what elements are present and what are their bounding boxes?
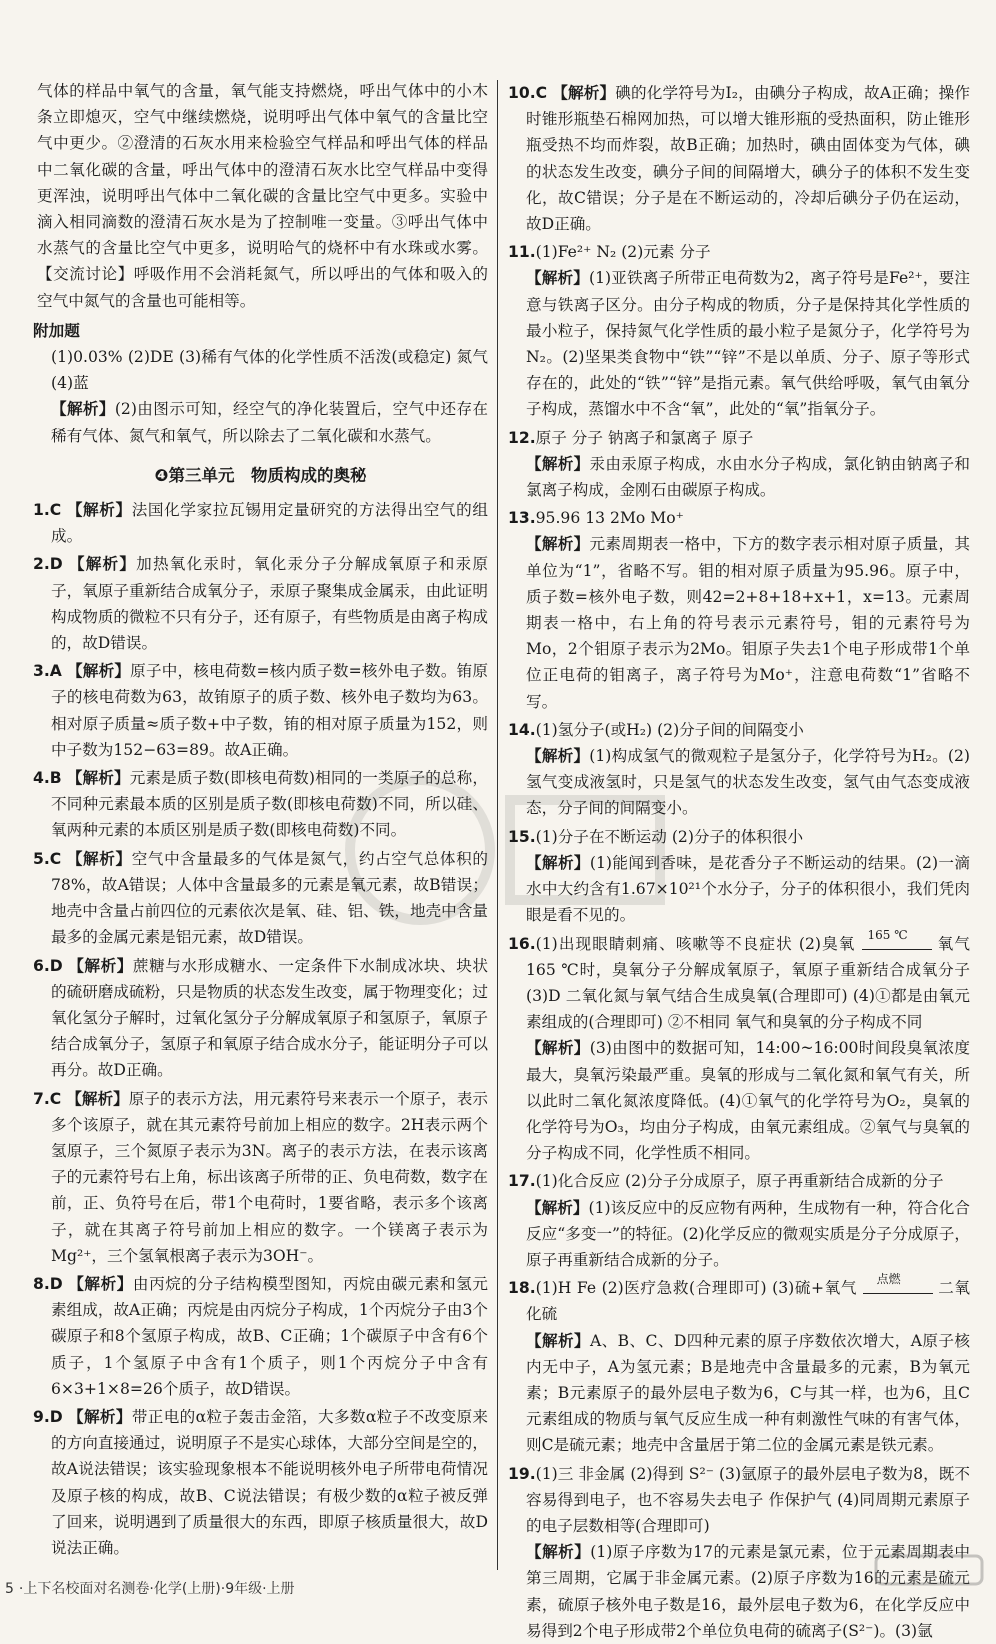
question-item (508, 80, 970, 237)
analysis-text: (1)构成氢气的微观粒子是氢分子，化学符号为H₂。(2)氢气变成液氢时，只是氢气的状态发生改变，氢气由气态变成液态，分子间的间隔变小。 (526, 747, 970, 818)
question-number: 3.A (33, 662, 62, 681)
question-number: 1.C (33, 501, 62, 520)
question-item (508, 239, 970, 265)
analysis-text: 元素周期表一格中，下方的数字表示相对原子质量，其单位为“1”，省略不写。钼的相对原子质量为95.96。原子中，质子数=核外电子数，则42=2+8+18+x+1，x=13。元素周期表一格中，右上角的符号表示元素符号，钼的元素符号为Mo，2个钼原子表示为2Mo。钼原子失去1个电子形成带1个单位正电荷的钼离子，离子符号为Mo⁺，注意电荷数“1”省略不写。 (526, 535, 970, 711)
question-item (33, 658, 488, 763)
analysis-label: 【解析】 (526, 1039, 590, 1058)
analysis-text: 由丙烷的分子结构模型图知，丙烷由碳元素和氢元素组成，故A正确；丙烷是由丙烷分子构成，1个丙烷分子由3个碳原子和8个氢原子构成，故B、C正确；1个碳原子中含有6个质子，1个氢原子中含有1个质子，则1个丙烷分子中含有6×3+1×8=26个质子，故D错误。 (51, 1274, 488, 1398)
analysis-text: 空气中含量最多的气体是氮气，约占空气总体积的78%，故A错误；人体中含量最多的元素是氧元素，故B错误；地壳中含量占前四位的元素依次是氧、硅、铝、铁，地壳中含量最多的金属元素是铝元素，故D错误。 (51, 849, 488, 947)
analysis (508, 531, 970, 714)
analysis-text: (3)由图中的数据可知，14:00~16:00时间段臭氧浓度最大，臭氧污染最严重。臭氧的形成与二氧化氮和氧气有关，所以此时二氧化氮浓度降低。(4)①氧气的化学符号为O₂，臭氧的化学符号为O₃，均由分子构成，由氧元素组成。②氧气与臭氧的分子构成不同，化学性质不相同。 (526, 1039, 970, 1163)
answer-text: 原子 分子 钠离子和氯离子 原子 (535, 428, 754, 447)
answer-text: (1)出现眼睛刺痛、咳嗽等不良症状 (2)臭氧 (535, 934, 856, 953)
analysis-label: 【解析】 (526, 1198, 589, 1217)
reaction-arrow-icon (863, 1272, 933, 1296)
analysis-text: 汞由汞原子构成，水由水分子构成，氯化钠由钠离子和氯离子构成，金刚石由碳原子构成。 (526, 454, 970, 500)
analysis-text: 加热氧化汞时，氧化汞分子分解成氧原子和汞原子，氧原子重新结合成氧分子，汞原子聚集成金属汞，由此证明构成物质的微粒不只有分子，还有原子，有些物质是由离子构成的，故D错误。 (51, 555, 488, 653)
question-number: 7.C (33, 1089, 62, 1108)
page-footer (0, 1578, 295, 1598)
question-item (33, 1404, 488, 1561)
analysis-label: 【解析】 (68, 555, 137, 574)
analysis-label: 【解析】 (526, 1331, 590, 1350)
analysis (508, 850, 970, 929)
analysis-label: 【解析】 (526, 853, 590, 872)
question-number: 4.B (33, 769, 62, 788)
analysis-text: 元素是质子数(即核电荷数)相同的一类原子的总称，不同种元素最本质的区别是质子数(即核电荷数)不同，所以硅、氧两种元素的本质区别是质子数(即核电荷数)不同。 (51, 769, 488, 840)
analysis-label: 【解析】 (68, 956, 133, 975)
question-number: 8.D (33, 1274, 63, 1293)
question-number: 18. (508, 1279, 536, 1298)
answer-text: 95.96 13 2Mo Mo⁺ (535, 509, 684, 528)
question-item (33, 1086, 488, 1269)
question-item (508, 505, 970, 531)
analysis-label: 【解析】 (66, 769, 130, 788)
question-number: 13. (508, 509, 536, 528)
question-number: 9.D (33, 1407, 63, 1426)
appendix-answer: (1)0.03% (2)DE (3)稀有气体的化学性质不活泼(或稳定) 氮气 (4)蓝 (51, 348, 488, 393)
right-column (508, 78, 970, 1644)
analysis-label: 【解析】 (67, 662, 131, 681)
question-number: 15. (508, 827, 536, 846)
answer-text: (1)氢分子(或H₂) (2)分子间的间隔变小 (535, 720, 804, 739)
analysis-label: 【解析】 (526, 454, 590, 473)
answer-text: 氧气 165 ℃时，臭氧分子分解成氧原子，氧原子重新结合成氧分子 (3)D 二氧化氮与氧气结合生成臭氧(合理即可) (4)①都是由氧元素组成的(合理即可) ②不相同 氧气和臭氧的分子构成不同 (526, 934, 970, 1032)
question-item (508, 717, 970, 743)
answer-text: 二氧化硫 (526, 1279, 970, 1324)
question-item (33, 1271, 488, 1402)
question-item (33, 953, 488, 1084)
question-item (33, 551, 488, 656)
reaction-condition: 点燃 (876, 1272, 901, 1287)
question-number: 11. (508, 243, 536, 262)
question-item (33, 497, 488, 549)
analysis-label: 【解析】 (66, 501, 132, 520)
question-number: 6.D (33, 956, 63, 975)
question-item (508, 927, 970, 1036)
question-number: 2.D (33, 555, 63, 574)
question-number: 14. (508, 720, 536, 739)
analysis-label: 【解析】 (66, 1089, 129, 1108)
analysis-label: 【解析】 (66, 849, 132, 868)
question-number: 5.C (33, 849, 62, 868)
analysis-text: (1)能闻到香味，是花香分子不断运动的结果。(2)一滴水中大约含有1.67×10²¹个水分子，分子的体积很小，我们凭肉眼是看不见的。 (526, 853, 970, 925)
site-stamp-icon (874, 1550, 984, 1590)
reaction-arrow-icon (862, 927, 932, 952)
question-item (508, 1168, 970, 1194)
reaction-condition: 165 ℃ (867, 927, 908, 942)
analysis-text: 碘的化学符号为I₂，由碘分子构成，故A正确；操作时锥形瓶垫石棉网加热，可以增大锥形瓶的受热面积，防止锥形瓶受热不均而炸裂，故B正确；加热时，碘由固体变为气体，碘的状态发生改变，碘分子间的间隔增大，碘分子的体积不发生变化，故C错误；分子是在不断运动的，冷却后碘分子仍在运动，故D正确。 (526, 84, 970, 234)
question-item (508, 425, 970, 451)
answer-text: (1)分子在不断运动 (2)分子的体积很小 (535, 827, 804, 846)
analysis-label: 【解析】 (526, 747, 590, 766)
analysis-label: 【解析】 (51, 400, 115, 419)
question-number: 16. (508, 934, 536, 953)
appendix-title: 附加题 (33, 321, 80, 340)
answer-text: (1)Fe²⁺ N₂ (2)元素 分子 (535, 243, 711, 262)
question-number: 12. (508, 428, 536, 447)
question-number: 10.C (508, 84, 548, 102)
analysis (508, 1195, 970, 1274)
unit-title: ❹第三单元 物质构成的奥秘 (154, 465, 367, 485)
analysis (508, 1035, 970, 1166)
answer-text: (1)化合反应 (2)分子分成原子，原子再重新结合成新的分子 (535, 1172, 944, 1191)
analysis-label: 【解析】 (526, 269, 589, 288)
analysis-text: 法国化学家拉瓦锡用定量研究的方法得出空气的组成。 (51, 501, 488, 546)
analysis (508, 1328, 970, 1459)
paragraph: 气体的样品中氧气的含量，氧气能支持燃烧，呼出气体中的小木条立即熄灭，空气中继续燃烧，说明呼出气体中氧气的含量比空气中更少。②澄清的石灰水用来检验空气样品和呼出气体的样品中二氧化碳的含量，呼出气体中的澄清石灰水比空气样品中变得更浑浊，说明呼出气体中二氧化碳的含量比空气中更多。实验中滴入相同滴数的澄清石灰水是为了控制唯一变量。③呼出气体中水蒸气的含量比空气中更多，说明哈气的烧杯中有水珠或水雾。【交流讨论】呼吸作用不会消耗氮气，所以呼出的气体和吸入的空气中氮气的含量也可能相等。 (37, 82, 488, 310)
analysis-text: (2)由图示可知，经空气的净化装置后，空气中还存在稀有气体、氮气和氧气，所以除去了二氧化碳和水蒸气。 (51, 400, 488, 445)
analysis-label: 【解析】 (68, 1407, 132, 1426)
analysis-text: (1)原子序数为17的元素是氯元素，位于元素周期表中第三周期，它属于非金属元素。(2)原子序数为16的元素是硫元素，硫原子核外电子数是16，最外层电子数为6，在化学反应中易得到2个电子形成带2个单位负电荷的硫离子(S²⁻)。(3)氩 (526, 1543, 970, 1640)
left-column (33, 78, 488, 1561)
analysis-label: 【解析】 (526, 1543, 591, 1562)
analysis-text: (1)亚铁离子所带正电荷数为2，离子符号是Fe²⁺，要注意与铁离子区分。由分子构成的物质，分子是保持其化学性质的最小粒子，保持氮气化学性质的最小粒子是氮分子，化学符号为N₂。(2)坚果类食物中“铁”“锌”不是以单质、分子、原子等形式存在的，此处的“铁”“锌”是指元素。氧气供给呼吸，氧气由氧分子构成，蒸馏水中不含“氧”，此处的“氧”指氧分子。 (526, 269, 970, 419)
footer-text: ·上下名校面对名测卷·化学(上册)·9年级·上册 (18, 1581, 295, 1597)
analysis-label: 【解析】 (68, 1274, 133, 1293)
answer-text: (1)三 非金属 (2)得到 S²⁻ (3)氩原子的最外层电子数为8，既不容易得到电子，也不容易失去电子 作保护气 (4)同周期元素原子的电子层数相等(合理即可) (526, 1464, 970, 1535)
question-item (508, 824, 970, 850)
question-item (33, 765, 488, 844)
analysis (508, 451, 970, 503)
appendix-analysis (33, 396, 488, 448)
question-item (33, 846, 488, 951)
question-number: 19. (508, 1464, 536, 1483)
analysis-text: 带正电的α粒子轰击金箔，大多数α粒子不改变原来的方向直接通过，说明原子不是实心球体，大部分空间是空的，故A说法错误；该实验现象根本不能说明核外电子所带电荷情况及原子核的构成，故B、C说法错误；有极少数的α粒子被反弹了回来，说明遇到了质量很大的东西，即原子核质量很大，故D说法正确。 (51, 1407, 488, 1557)
question-item (508, 1461, 970, 1540)
analysis (508, 265, 970, 422)
analysis-label: 【解析】 (526, 535, 590, 554)
answer-text: (1)H Fe (2)医疗急救(合理即可) (3)硫+氧气 (535, 1279, 858, 1298)
analysis-text: 蔗糖与水形成糖水、一定条件下水制成冰块、块状的硫研磨成硫粉，只是物质的状态发生改变，属于物理变化；过氧化氢分子解时，过氧化氢分子分解成氧原子和氢原子，氧原子结合成氧分子，氢原子和氧原子结合成水分子，能证明分子可以再分。故D正确。 (51, 956, 488, 1080)
question-item (508, 1272, 970, 1327)
analysis-text: 原子的表示方法，用元素符号来表示一个原子，表示多个该原子，就在其元素符号前加上相应的数字。2H表示两个氢原子，三个氮原子表示为3N。离子的表示方法，在表示该离子的元素符号右上角，标出该离子所带的正、负电荷数，数字在前，正、负符号在后，带1个电荷时，1要省略，表示多个该离子，就在其离子符号前加上相应的数字。一个镁离子表示为Mg²⁺，三个氢氧根离子表示为3OH⁻。 (51, 1089, 488, 1265)
analysis (508, 743, 970, 822)
analysis-text: (1)该反应中的反应物有两种，生成物有一种，符合化合反应“多变一”的特征。(2)化学反应的微观实质是分子分成原子，原子再重新结合成新的分子。 (526, 1198, 970, 1269)
analysis-text: A、B、C、D四种元素的原子序数依次增大，A原子核内无中子，A为氢元素；B是地壳中含量最多的元素，B为氧元素；B元素原子的最外层电子数为6，C与其一样，也为6，且C元素组成的物质与氧气反应生成一种有刺激性气味的有害气体，则C是硫元素；地壳中含量居于第二位的金属元素是铁元素。 (526, 1331, 970, 1455)
page-number: 5 (5, 1581, 14, 1597)
question-number: 17. (508, 1172, 536, 1191)
analysis-label: 【解析】 (552, 84, 616, 102)
analysis-text: 原子中，核电荷数=核内质子数=核外电子数。铕原子的核电荷数为63，故铕原子的质子数、核外电子数均为63。相对原子质量≈质子数+中子数，铕的相对原子质量为152，则中子数为152−63=89。故A正确。 (51, 662, 488, 759)
